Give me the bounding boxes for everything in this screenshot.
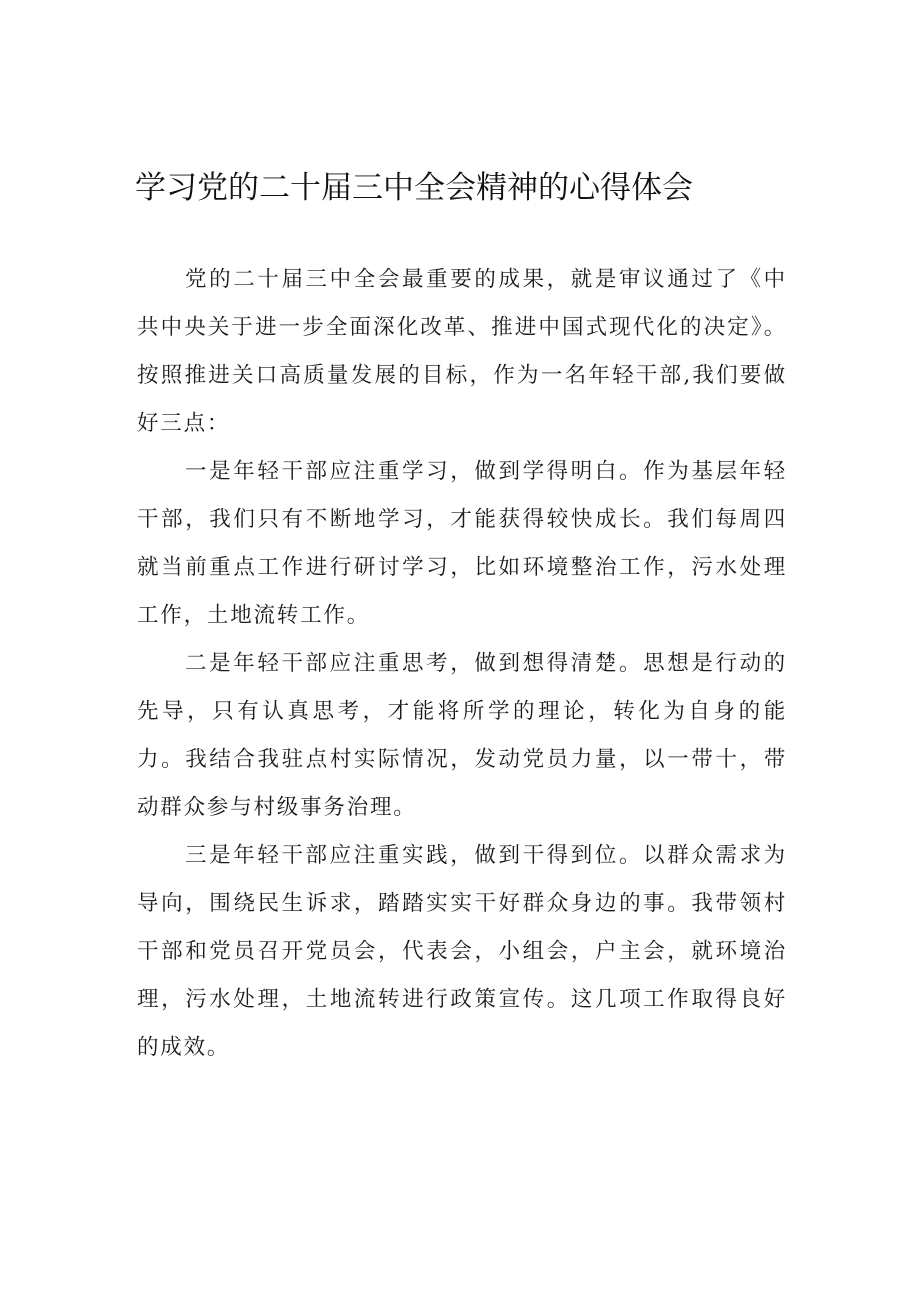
paragraph-point-one: 一是年轻干部应注重学习，做到学得明白。作为基层年轻干部，我们只有不断地学习，才能获得较快成长。我们每周四就当前重点工作进行研讨学习，比如环境整治工作，污水处理工作，土地流转工作。 bbox=[137, 459, 787, 628]
paragraph-point-two: 二是年轻干部应注重思考，做到想得清楚。思想是行动的先导，只有认真思考，才能将所学的理论，转化为自身的能力。我结合我驻点村实际情况，发动党员力量，以一带十，带动群众参与村级事务治理。 bbox=[137, 651, 787, 820]
paragraph-intro: 党的二十届三中全会最重要的成果，就是审议通过了《中共中央关于进一步全面深化改革、推进中国式现代化的决定》。按照推进关口高质量发展的目标，作为一名年轻干部,我们要做好三点： bbox=[137, 267, 787, 436]
document-body bbox=[137, 256, 787, 1072]
document-title: 学习党的二十届三中全会精神的心得体会 bbox=[135, 170, 693, 206]
paragraph-point-three: 三是年轻干部应注重实践，做到干得到位。以群众需求为导向，围绕民生诉求，踏踏实实干好群众身边的事。我带领村干部和党员召开党员会，代表会，小组会，户主会，就环境治理，污水处理，土地流转进行政策宣传。这几项工作取得良好的成效。 bbox=[137, 843, 787, 1060]
